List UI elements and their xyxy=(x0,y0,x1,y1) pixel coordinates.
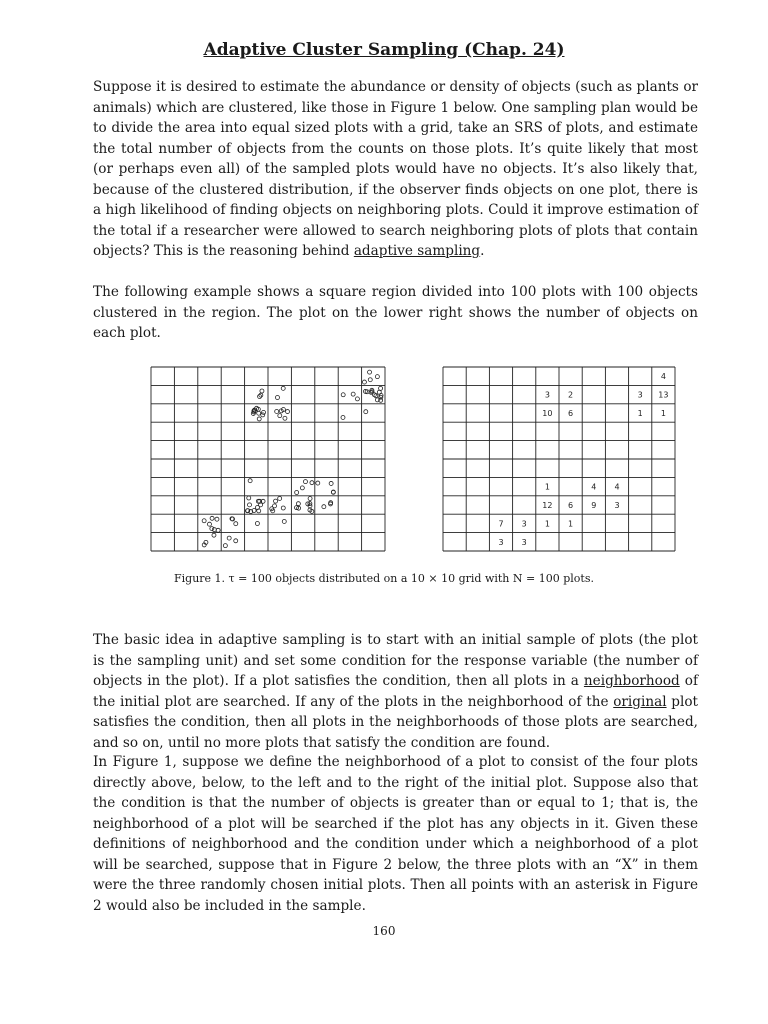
object-point xyxy=(216,528,220,532)
object-point xyxy=(215,517,219,521)
object-point xyxy=(234,539,238,543)
paragraph-example: The following example shows a square region divided into 100 plots with 100 objects clustered in the region. The plot on the lower right shows the number of objects on each plot. xyxy=(93,284,698,341)
object-point xyxy=(364,410,368,414)
figure-caption: Figure 1. τ = 100 objects distributed on a 10 × 10 grid with N = 100 plots. xyxy=(174,572,594,585)
page-title: Adaptive Cluster Sampling (Chap. 24) xyxy=(203,40,565,60)
object-point xyxy=(355,397,359,401)
plot-count-label: 13 xyxy=(658,390,669,400)
object-point xyxy=(310,481,314,485)
object-point xyxy=(210,527,214,531)
object-point xyxy=(379,386,383,390)
object-point xyxy=(234,522,238,526)
scatter-grid-lines xyxy=(151,367,385,551)
object-point xyxy=(210,516,214,520)
figure-count-grid xyxy=(442,366,676,552)
object-point xyxy=(257,411,261,415)
object-point xyxy=(362,380,366,384)
term-adaptive-sampling: adaptive sampling xyxy=(353,243,481,259)
plot-count-label: 3 xyxy=(521,519,527,529)
term-original: original xyxy=(613,693,667,710)
object-point xyxy=(248,503,252,507)
paragraph-figure1-example: In Figure 1, suppose we define the neighborhood of a plot to consist of the four plots directly above, below, to the left and to the right of the initial plot. Suppose also that the condition is that the number of objects is greater than or equal to 1; that is, the neighborhood of a plot will be searched if the plot has any objects in it. Given these definitions of neighborhood and the condition under which a neighborhood of a plot will be searched, suppose that in Figure 2 below, the three plots with an “X” in them were the three randomly chosen initial plots. Then all points with an asterisk in Figure 2 would also be included in the sample. xyxy=(93,754,698,914)
object-point xyxy=(261,413,265,417)
object-point xyxy=(223,544,227,548)
plot-count-label: 2 xyxy=(568,390,574,400)
object-point xyxy=(202,519,206,523)
plot-count-label: 3 xyxy=(614,501,620,510)
object-point xyxy=(257,417,261,421)
plot-count-label: 4 xyxy=(591,482,597,492)
paragraph-basic-idea-c: plot satisfies the condition, then all plots in the neighborhoods of those plots are searched, and so on, until no more plots that satisfy the condition are found. xyxy=(93,693,698,751)
paragraph-intro-end: . xyxy=(480,243,485,259)
plot-count-label: 6 xyxy=(568,409,574,418)
object-point xyxy=(255,521,259,525)
object-point xyxy=(283,416,287,420)
term-neighborhood: neighborhood xyxy=(583,673,680,689)
object-point xyxy=(248,479,252,483)
paragraph-basic-idea-b: of the initial plot are searched. If any of the plots in the neighborhood of the xyxy=(93,673,698,710)
object-point xyxy=(295,490,299,494)
page-number: 160 xyxy=(372,924,396,938)
object-point xyxy=(329,481,333,485)
object-point xyxy=(227,536,231,540)
plot-count-label: 3 xyxy=(521,537,527,547)
object-point xyxy=(262,410,266,414)
object-point xyxy=(351,392,355,396)
object-point xyxy=(322,505,326,509)
object-point xyxy=(341,393,345,397)
paragraph-basic-idea-a: The basic idea in adaptive sampling is to start with an initial sample of plots (the plot is the sampling unit) and set some condition for the response variable (the number of objects in the plot). If a plot satisfies the condition, then all plots in a xyxy=(93,632,698,689)
plot-count-label: 3 xyxy=(544,390,550,400)
plot-count-label: 9 xyxy=(591,501,597,510)
plot-count-label: 7 xyxy=(498,519,504,529)
object-point xyxy=(275,409,279,413)
object-point xyxy=(282,519,286,523)
figure-scatter-grid xyxy=(150,366,386,552)
paragraph-basic-idea xyxy=(93,630,698,753)
object-point xyxy=(303,480,307,484)
plot-count-label: 1 xyxy=(544,482,550,492)
plot-count-label: 6 xyxy=(568,501,574,510)
paragraph-intro-text: Suppose it is desired to estimate the abundance or density of objects (such as plants or animals) which are clustered, like those in Figure 1 below. One sampling plan would be to divide the area into equal sized plots with a grid, take an SRS of plots, and estimate the total number of objects from the counts on those plots. It’s quite likely that most (or perhaps even all) of the sampled plots would have no objects. It’s also likely that, because of the clustered distribution, if the observer finds objects on one plot, there is a high likelihood of finding objects on neighboring plots. Could it improve estimation of the total if a researcher were allowed to search neighboring plots of plots that contain objects? This is the reasoning behind xyxy=(93,79,698,259)
object-point xyxy=(278,414,282,418)
plot-count-label: 1 xyxy=(544,519,550,529)
object-point xyxy=(375,375,379,379)
plot-count-label: 3 xyxy=(637,390,643,400)
object-point xyxy=(274,499,278,503)
object-point xyxy=(341,415,345,419)
object-point xyxy=(368,378,372,382)
object-point xyxy=(207,522,211,526)
plot-count-label: 1 xyxy=(637,409,643,418)
object-point xyxy=(260,389,264,393)
object-point xyxy=(296,502,300,506)
object-point xyxy=(212,528,216,532)
object-point xyxy=(300,486,304,490)
object-point xyxy=(286,410,290,414)
object-point xyxy=(368,370,372,374)
object-point xyxy=(281,506,285,510)
plot-count-label: 4 xyxy=(660,372,666,382)
plot-count-label: 10 xyxy=(542,409,553,418)
object-point xyxy=(308,497,312,501)
plot-count-label: 1 xyxy=(568,519,574,529)
object-point xyxy=(212,533,216,537)
paragraph-intro xyxy=(93,77,698,262)
plot-count-label: 12 xyxy=(542,501,553,510)
object-point xyxy=(281,386,285,390)
plot-count-label: 3 xyxy=(498,537,504,547)
plot-count-label: 4 xyxy=(614,482,620,492)
object-point xyxy=(247,496,251,500)
plot-count-label: 1 xyxy=(660,409,666,418)
object-point xyxy=(275,396,279,400)
object-point xyxy=(278,496,282,500)
object-point xyxy=(316,481,320,485)
